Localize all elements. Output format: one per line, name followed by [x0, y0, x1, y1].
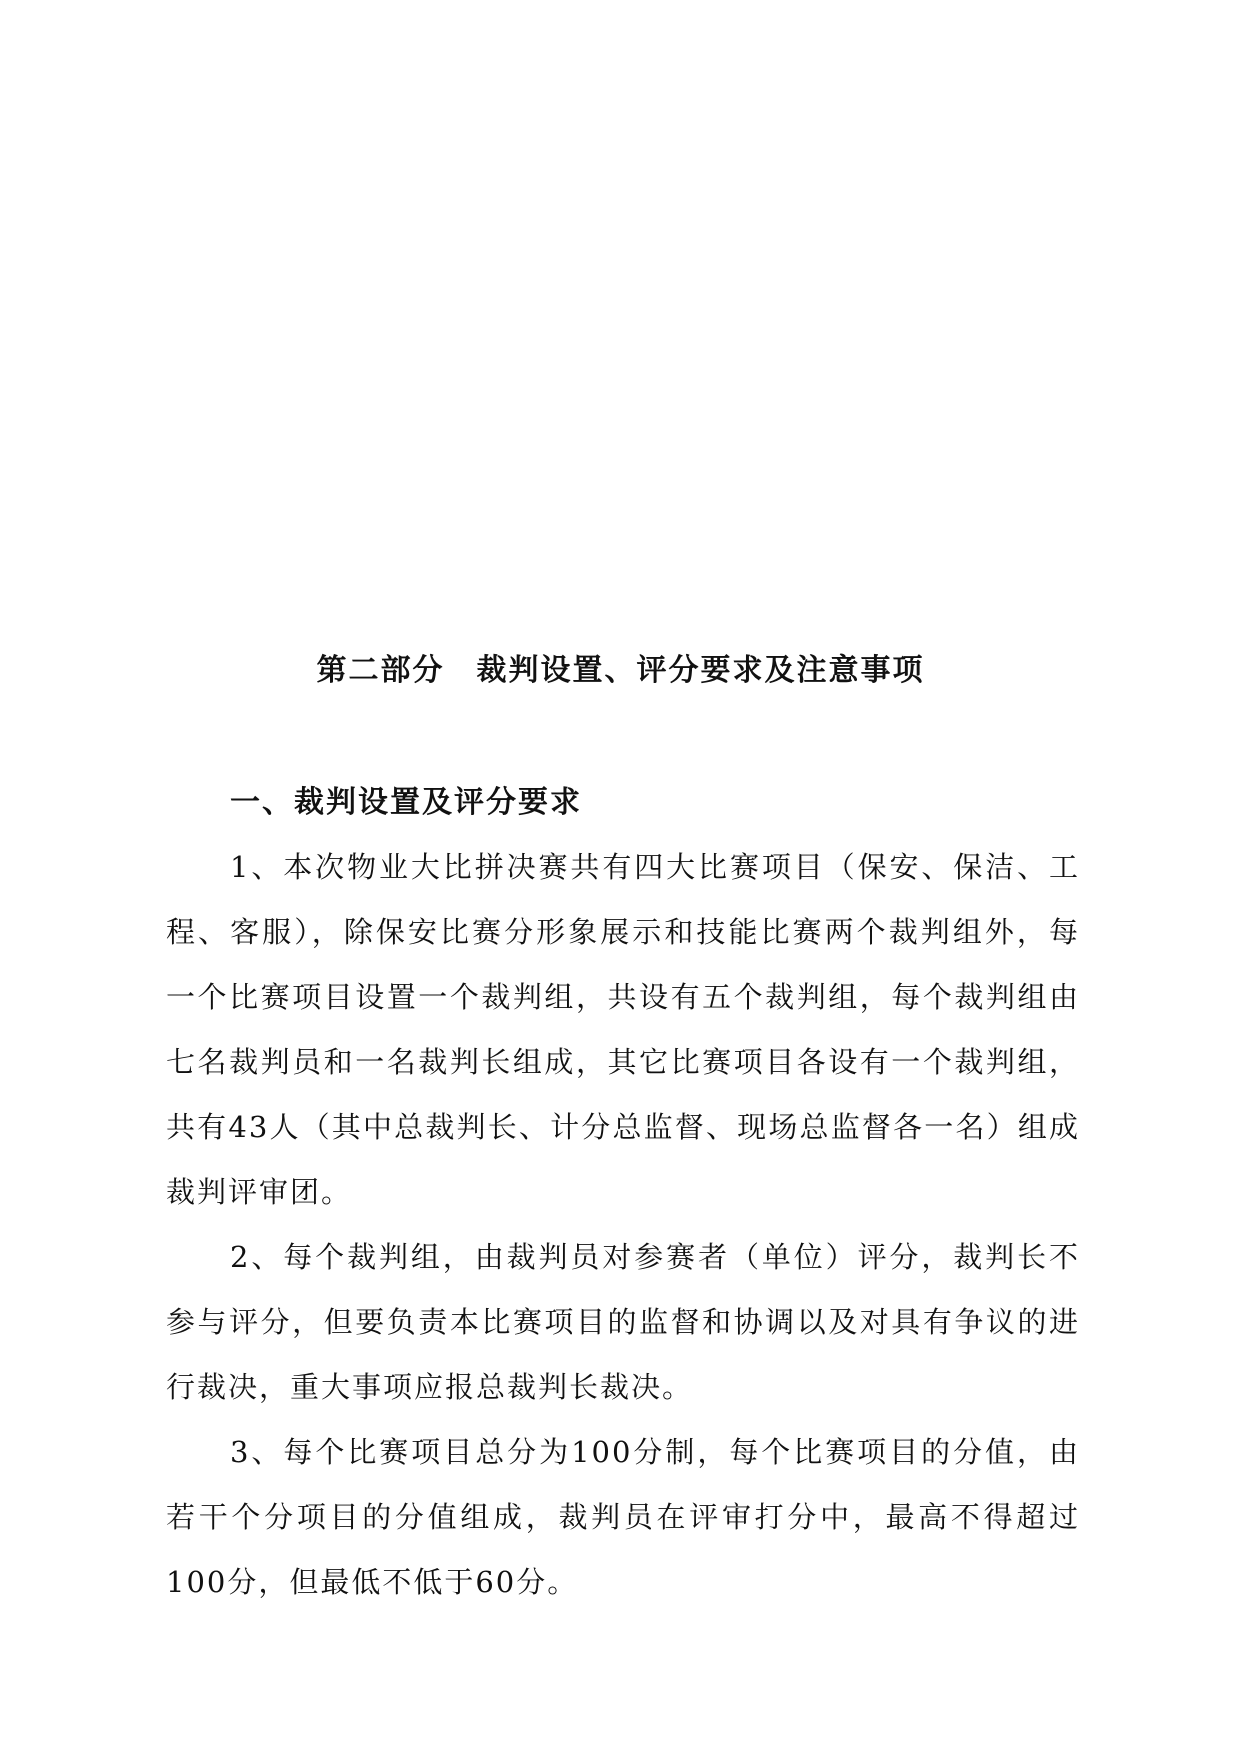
- page-title: 第二部分 裁判设置、评分要求及注意事项: [316, 653, 925, 688]
- paragraph-1: 1、本次物业大比拼决赛共有四大比赛项目（保安、保洁、工程、客服），除保安比赛分形象展示和技能比赛两个裁判组外，每一个比赛项目设置一个裁判组，共设有五个裁判组，每个裁判组由七名裁判员和一名裁判长组成，其它比赛项目各设有一个裁判组，共有43人（其中总裁判长、计分总监督、现场总监督各一名）组成裁判评审团。: [166, 850, 1080, 1209]
- paragraph-3: 3、每个比赛项目总分为100分制，每个比赛项目的分值，由若干个分项目的分值组成，裁判员在评审打分中，最高不得超过100分，但最低不低于60分。: [166, 1435, 1080, 1599]
- section-heading: 一、裁判设置及评分要求: [230, 785, 582, 820]
- document-body: [166, 770, 1080, 1615]
- paragraph-2: 2、每个裁判组，由裁判员对参赛者（单位）评分，裁判长不参与评分，但要负责本比赛项目的监督和协调以及对具有争议的进行裁决，重大事项应报总裁判长裁决。: [166, 1240, 1080, 1404]
